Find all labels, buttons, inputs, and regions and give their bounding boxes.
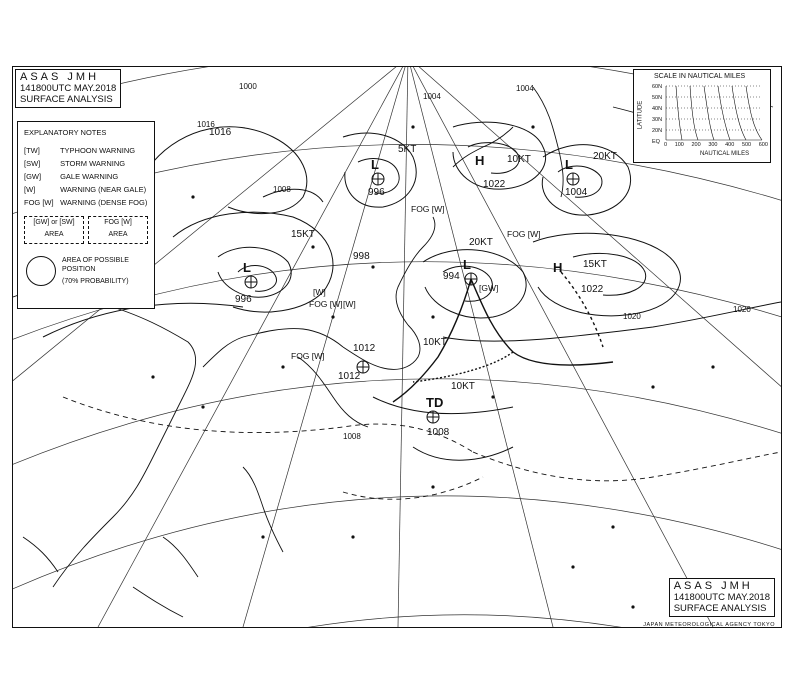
weather-chart [12,66,782,628]
system-speed: 10KT [507,154,531,165]
system-speed: 5KT [398,144,417,155]
system-label: 1022 [581,284,604,295]
legend-code: [GW] [24,172,42,181]
system-speed: 15KT [583,259,607,270]
latitude-label: LATITUDE [637,100,644,130]
system-label: 996 [235,294,252,305]
warning-tag: FOG [W] [507,229,541,239]
isobar-label: 1004 [423,92,441,101]
low-marker: L [565,157,573,172]
low-marker: L [463,257,471,272]
title-line3: SURFACE ANALYSIS [20,94,113,105]
system-speed: 10KT [451,381,475,392]
system-label: 1022 [483,179,506,190]
high-marker: H [553,260,563,275]
legend-text: WARNING (DENSE FOG) [60,198,148,207]
lat-tick: 40N [652,106,663,112]
scale-graph [662,84,766,148]
warning-tag: FOG [W] [291,351,325,361]
legend-item [24,198,147,207]
scale-title: SCALE IN NAUTICAL MILES [654,73,746,80]
chart-title-bottom [669,578,775,617]
td-marker: TD [426,395,444,410]
legend-text: GALE WARNING [60,172,119,181]
legend-item [24,146,135,155]
mile-ticks [664,142,768,148]
lat-tick: EQ [652,139,660,145]
possible-position-text: AREA OF POSSIBLE POSITION [62,257,129,273]
legend-item [24,172,118,181]
lat-tick: 30N [652,117,663,123]
area1-label: AREA [44,231,64,238]
warning-tag: [W] [343,299,356,309]
scale-units: NAUTICAL MILES [700,151,750,157]
isobar-label: 1004 [516,84,534,93]
high-marker: H [475,153,485,168]
legend-heading: EXPLANATORY NOTES [24,128,107,137]
system-speed: 15KT [291,229,315,240]
title-line3: SURFACE ANALYSIS [673,603,767,614]
system-labels [209,127,617,438]
isobar-label: 1020 [733,305,751,314]
mile-tick: 600 [758,142,768,148]
mile-tick: 300 [708,142,718,148]
title-line2: 141800UTC MAY.2018 [20,83,117,94]
area2-label: AREA [108,231,128,238]
system-label: 996 [368,187,385,198]
lat-tick: 50N [652,95,663,101]
area1-code: [GW] or [SW] [33,219,75,226]
station-plots [101,125,714,608]
title-line2: 141800UTC MAY.2018 [673,592,770,603]
legend-text: TYPHOON WARNING [59,146,136,155]
isobar-label: 1016 [197,120,215,129]
system-label: 1012 [338,371,361,382]
low-marker: L [243,260,251,275]
isobar-label: 1008 [343,432,361,441]
legend-code: [TW] [24,146,40,155]
system-label: 1008 [427,427,450,438]
isobar-label: 1000 [239,82,257,91]
scale-box [633,69,771,163]
isobar-label: 1020 [623,312,641,321]
isobar-label: 1008 [273,185,291,194]
legend-code: [SW] [24,159,41,168]
legend-code: [W] [24,185,36,194]
system-label: 998 [353,251,370,262]
system-speed: 20KT [469,237,493,248]
fog-area-sample [88,216,148,244]
area2-code: FOG [W] [104,219,132,226]
gale-area-sample [24,216,84,244]
warning-tag: [GW] [479,283,499,293]
mile-tick: 0 [664,142,668,148]
lat-tick: 60N [652,84,663,90]
warning-tag: FOG [W] [411,204,445,214]
low-marker: L [371,157,379,172]
lat-ticks [652,82,662,148]
mile-tick: 400 [725,142,735,148]
explanatory-notes [17,121,155,309]
agency-credit: JAPAN METEOROLOGICAL AGENCY TOKYO [643,622,775,628]
legend-code: FOG [W] [24,198,54,207]
legend-text: STORM WARNING [60,159,126,168]
warning-tag: FOG [W] [309,299,343,309]
chart-title-top [15,69,121,108]
system-label: 1012 [353,343,376,354]
legend-item [24,185,146,194]
system-label: 994 [443,271,460,282]
mile-tick: 100 [674,142,684,148]
title-line1: ASAS JMH [673,580,753,592]
lat-tick: 20N [652,128,663,134]
mile-tick: 200 [691,142,701,148]
mile-tick: 500 [741,142,752,148]
warning-tag: [W] [313,287,326,297]
system-label: 1004 [565,187,588,198]
legend-item [24,159,125,168]
system-label: 1016 [209,127,232,138]
system-speed: 20KT [593,151,617,162]
system-speed: 10KT [423,337,447,348]
possible-position-circle [26,256,56,286]
title-line1: ASAS JMH [20,71,100,83]
system-types [243,153,573,410]
probability-text: (70% PROBABILITY) [62,278,129,285]
legend-text: WARNING (NEAR GALE) [60,185,147,194]
